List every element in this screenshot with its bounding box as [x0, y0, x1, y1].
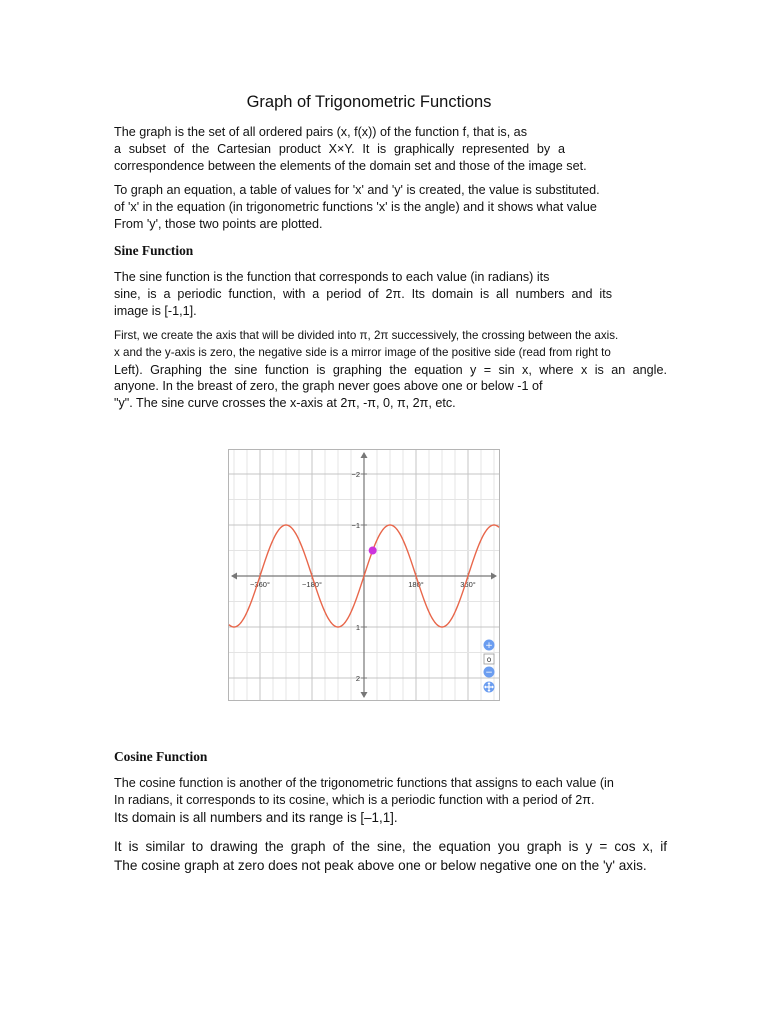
reset-view-button[interactable]: [484, 654, 494, 664]
sine-heading: Sine Function: [114, 243, 194, 258]
text-line: First, we create the axis that will be divided into π, 2π successively, the crossing between the axis.: [114, 329, 619, 342]
text-line: Its domain is all numbers and its range is [–1,1].: [114, 810, 398, 825]
text-line: The cosine graph at zero does not peak above one or below negative one on the 'y' axis.: [114, 857, 647, 873]
text-line: The graph is the set of all ordered pairs (x, f(x)) of the function f, that is, as: [114, 125, 527, 139]
text-line: of 'x' in the equation (in trigonometric functions 'x' is the angle) and it shows what value: [114, 200, 597, 214]
text-line: From 'y', those two points are plotted.: [114, 217, 323, 231]
text-line: a subset of the Cartesian product X×Y. It is graphically represented by a: [114, 142, 565, 156]
y-tick-label: 1: [355, 623, 360, 632]
cosine-paragraph: [114, 775, 674, 826]
text-line: The cosine function is another of the trigonometric functions that assigns to each value (in: [114, 776, 614, 790]
document-title: Graph of Trigonometric Functions: [246, 93, 492, 111]
x-tick-label: 180°: [408, 580, 424, 589]
y-tick-label: −2: [351, 470, 360, 479]
sine-graph-svg: [228, 449, 500, 701]
cosine-heading: Cosine Function: [114, 749, 208, 764]
zoom-in-label: +: [485, 641, 493, 651]
pan-button[interactable]: [484, 682, 495, 693]
reset-label: o: [486, 655, 492, 664]
x-tick-label: −360°: [250, 580, 270, 589]
sine-paragraph: [114, 269, 674, 320]
text-line: It is similar to drawing the graph of the sine, the equation you graph is y = cos x, if: [114, 839, 667, 854]
text-line: Left). Graphing the sine function is graphing the equation y = sin x, where x is an angle.: [114, 362, 667, 377]
cosine-graph-paragraph: [114, 838, 694, 875]
y-tick-label: −1: [351, 521, 360, 530]
text-line: To graph an equation, a table of values for 'x' and 'y' is created, the value is substituted.: [114, 183, 600, 197]
text-line: x and the y-axis is zero, the negative side is a mirror image of the positive side (read from right to: [114, 345, 611, 359]
method-paragraph: [114, 182, 674, 233]
text-line: sine, is a periodic function, with a period of 2π. Its domain is all numbers and its: [114, 287, 612, 301]
sine-detail-paragraph: [114, 328, 674, 412]
highlight-point: [369, 547, 377, 555]
sine-graph: [228, 449, 500, 701]
text-line: correspondence between the elements of the domain set and those of the image set.: [114, 159, 587, 173]
x-tick-label: −180°: [302, 580, 322, 589]
intro-paragraph: [114, 124, 674, 175]
y-tick-label: 2: [355, 674, 360, 683]
text-line: The sine function is the function that corresponds to each value (in radians) its: [114, 270, 550, 284]
zoom-out-label: −: [485, 668, 493, 678]
text-line: "y". The sine curve crosses the x-axis at 2π, -π, 0, π, 2π, etc.: [114, 396, 456, 411]
text-line: In radians, it corresponds to its cosine, which is a periodic function with a period of 2π.: [114, 793, 595, 807]
text-line: anyone. In the breast of zero, the graph never goes above one or below -1 of: [114, 379, 543, 394]
x-tick-label: 360°: [460, 580, 476, 589]
text-line: image is [-1,1].: [114, 304, 197, 318]
